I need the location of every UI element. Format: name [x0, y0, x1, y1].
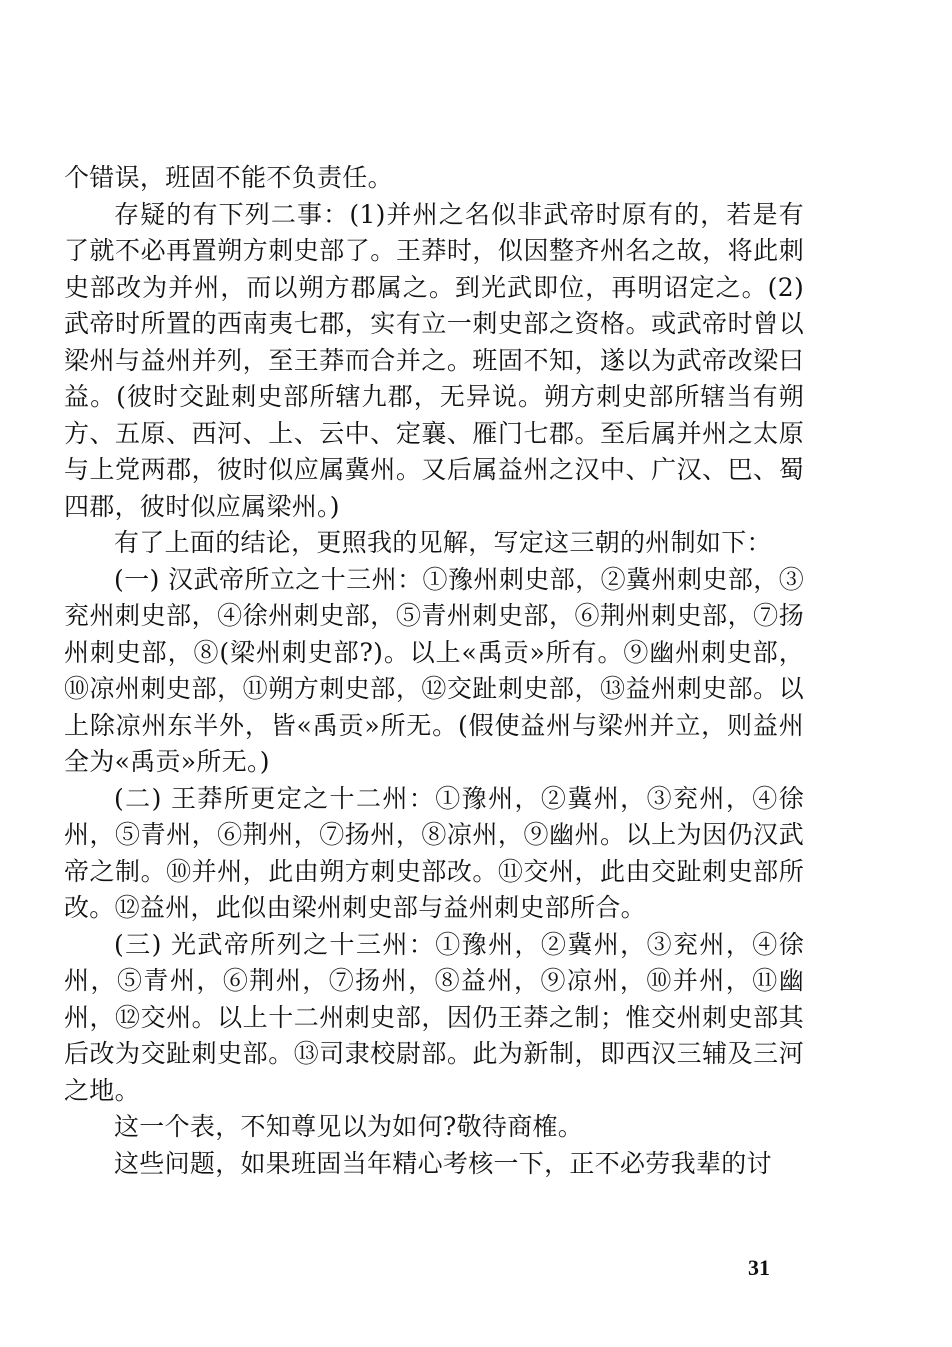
paragraph: (一) 汉武帝所立之十三州：①豫州刺史部，②冀州刺史部，③兖州刺史部，④徐州刺史部，⑤青州刺史部，⑥荆州刺史部，⑦扬州刺史部，⑧(梁州刺史部?)。以上«禹贡»所有。⑨幽州刺史部，⑩凉州刺史部，⑪朔方刺史部，⑫交趾刺史部，⑬益州刺史部。以上除凉州东半外，皆«禹贡»所无。(假使益州与梁州并立，则益州全为«禹贡»所无。) [64, 564, 804, 776]
paragraph: 个错误，班固不能不负责任。 [64, 163, 393, 192]
paragraph: 有了上面的结论，更照我的见解，写定这三朝的州制如下： [114, 528, 772, 557]
paragraph: 这一个表，不知尊见以为如何?敬待商榷。 [114, 1112, 584, 1141]
body-text [64, 160, 804, 1182]
paragraph: 这些问题，如果班固当年精心考核一下，正不必劳我辈的讨 [114, 1148, 772, 1178]
paragraph: 存疑的有下列二事：(1)并州之名似非武帝时原有的，若是有了就不必再置朔方刺史部了。王莽时，似因整齐州名之故，将此刺史部改为并州，而以朔方郡属之。到光武即位，再明诏定之。(2)武帝时所置的西南夷七郡，实有立一刺史部之资格。或武帝时曾以梁州与益州并列，至王莽而合并之。班固不知，遂以为武帝改梁曰益。(彼时交趾刺史部所辖九郡，无异说。朔方刺史部所辖当有朔方、五原、西河、上、云中、定襄、雁门七郡。至后属并州之太原与上党两郡，彼时似应属冀州。又后属益州之汉中、广汉、巴、蜀四郡，彼时似应属梁州。) [64, 199, 804, 521]
paragraph: (二) 王莽所更定之十二州：①豫州，②冀州，③兖州，④徐州，⑤青州，⑥荆州，⑦扬州，⑧凉州，⑨幽州。以上为因仍汉武帝之制。⑩并州，此由朔方刺史部改。⑪交州，此由交趾刺史部所改。⑫益州，此似由梁州刺史部与益州刺史部所合。 [64, 783, 804, 922]
paragraph: (三) 光武帝所列之十三州：①豫州，②冀州，③兖州，④徐州，⑤青州，⑥荆州，⑦扬州，⑧益州，⑨凉州，⑩并州，⑪幽州，⑫交州。以上十二州刺史部，因仍王莽之制；惟交州刺史部其后改为交趾刺史部。⑬司隶校尉部。此为新制，即西汉三辅及三河之地。 [64, 929, 804, 1105]
page-number: 31 [748, 1255, 770, 1280]
